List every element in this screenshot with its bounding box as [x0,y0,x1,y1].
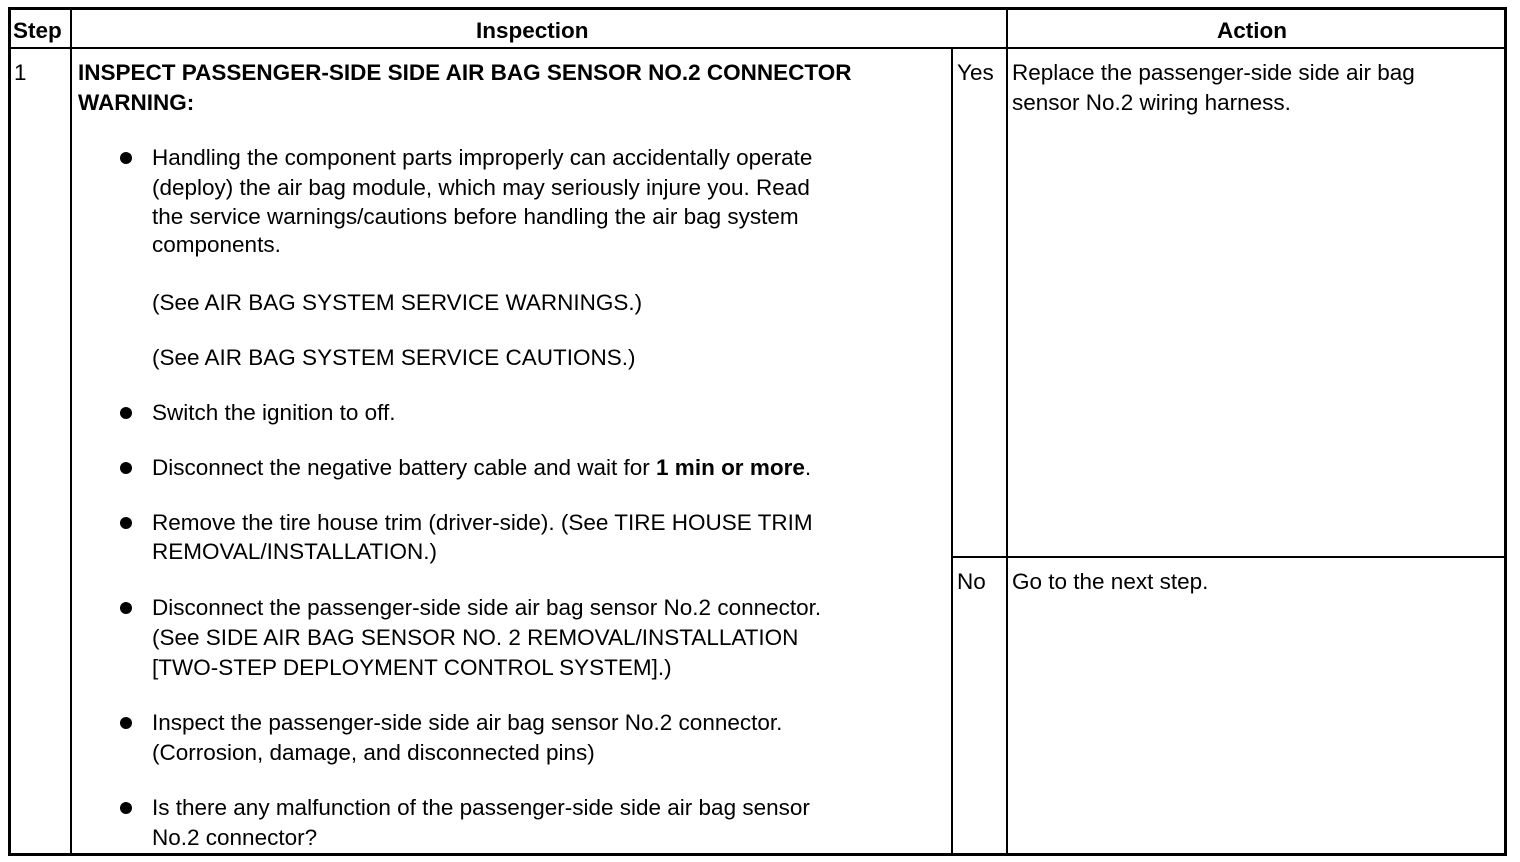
bullet1-line1: Handling the component parts improperly can accidentally operate [152,145,813,170]
step-column-divider [70,10,72,853]
no-action: Go to the next step. [1012,569,1209,594]
header-action: Action [1217,18,1287,43]
bullet3-suffix: . [804,455,812,480]
yes-action-line1: Replace the passenger-side side air bag [1012,60,1415,85]
bullet-icon [120,602,132,614]
bullet-icon [120,152,132,164]
inspection-title: INSPECT PASSENGER-SIDE SIDE AIR BAG SENSOR NO.2 CONNECTOR [78,60,852,85]
bullet-icon [120,407,132,419]
yes-no-row-divider [951,556,1504,558]
bullet5-line2: (See SIDE AIR BAG SENSOR NO. 2 REMOVAL/INSTALLATION [152,625,799,650]
yes-no-column-divider [951,47,953,853]
bullet4-line2: REMOVAL/INSTALLATION.) [152,539,438,564]
bullet-icon [120,717,132,729]
bullet-icon [120,462,132,474]
bullet4-line1: Remove the tire house trim (driver-side). (See TIRE HOUSE TRIM [152,510,813,535]
no-label: No [957,569,986,594]
yes-action-line2: sensor No.2 wiring harness. [1012,90,1291,115]
bullet-icon [120,802,132,814]
see-cautions-link: (See AIR BAG SYSTEM SERVICE CAUTIONS.) [152,345,636,370]
bullet1-line3: the service warnings/cautions before handling the air bag system [152,204,799,229]
bullet3-emphasis: 1 min or more [656,455,805,480]
header-inspection: Inspection [476,18,589,43]
header-step: Step [13,18,62,43]
yes-label: Yes [957,60,994,85]
bullet2-text: Switch the ignition to off. [152,400,396,425]
warning-label: WARNING: [78,90,195,115]
step-number: 1 [14,60,27,85]
bullet7-line1: Is there any malfunction of the passenger-side side air bag sensor [152,795,810,820]
inspection-table [8,7,1507,856]
bullet5-line1: Disconnect the passenger-side side air bag sensor No.2 connector. [152,595,822,620]
see-warnings-link: (See AIR BAG SYSTEM SERVICE WARNINGS.) [152,290,643,315]
action-column-divider [1006,10,1008,853]
bullet5-line3: [TWO-STEP DEPLOYMENT CONTROL SYSTEM].) [152,655,672,680]
bullet3-prefix: Disconnect the negative battery cable and wait for [152,455,657,480]
bullet1-line2: (deploy) the air bag module, which may seriously injure you. Read [152,175,810,200]
header-divider [11,47,1504,49]
bullet3-text [152,453,811,483]
bullet-icon [120,517,132,529]
bullet1-line4: components. [152,232,281,257]
bullet6-line2: (Corrosion, damage, and disconnected pins) [152,740,595,765]
bullet6-line1: Inspect the passenger-side side air bag sensor No.2 connector. [152,710,783,735]
bullet7-line2: No.2 connector? [152,825,318,850]
